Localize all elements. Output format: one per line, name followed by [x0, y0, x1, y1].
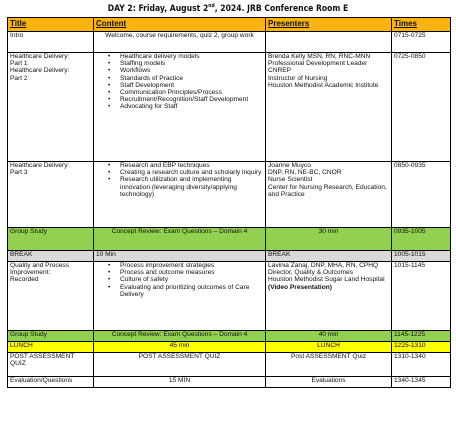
- eval-presenter: Evaluations: [266, 377, 392, 388]
- group1-presenter: 30 min: [266, 228, 392, 251]
- group1-content: Concept Review: Exam Questions – Domain 4: [94, 228, 266, 251]
- break-title: BREAK: [8, 251, 94, 262]
- list-item: • Evaluating and prioritizing outcomes of Care Delivery: [120, 284, 263, 298]
- column-header-times: Times: [392, 18, 451, 32]
- table-row-delivery-3: [8, 162, 451, 228]
- page-title: DAY 2: Friday, August 2nd, 2024. JRB Conference Room E: [107, 3, 349, 14]
- intro-time: 0715-0725: [392, 32, 451, 53]
- list-item: • Staffing models: [120, 60, 263, 67]
- column-header-presenters: Presenters: [266, 18, 392, 32]
- table-row-evaluation: [8, 377, 451, 388]
- list-item: • Advocating for Staff: [120, 103, 263, 110]
- delivery12-time: 0725-0850: [392, 53, 451, 162]
- delivery3-title: Healthcare Delivery: Part 3: [8, 162, 94, 228]
- list-item: • Creating a research culture and scholarly inquiry: [120, 169, 263, 176]
- post-time: 1310-1340: [392, 353, 451, 377]
- column-header-title: Title: [8, 18, 94, 32]
- lunch-title: LUNCH: [8, 342, 94, 353]
- list-item: • Process improvement strategies: [120, 262, 263, 269]
- break-time: 1005-1015: [392, 251, 451, 262]
- list-item: • Workflows: [120, 67, 263, 74]
- group2-title: Group Study: [8, 331, 94, 342]
- agenda-table: [7, 17, 451, 388]
- table-row-lunch: [8, 342, 451, 353]
- break-presenter: BREAK: [266, 251, 392, 262]
- lunch-presenter: LUNCH: [266, 342, 392, 353]
- group1-title: Group Study: [8, 228, 94, 251]
- list-item: • Communication Principles/Process: [120, 89, 263, 96]
- list-item: • Recruitment/Recognition/Staff Development: [120, 96, 263, 103]
- delivery12-title: Healthcare Delivery: Part 1 Healthcare Delivery: Part 2: [8, 53, 94, 162]
- eval-title: Evaluation/Questions: [8, 377, 94, 388]
- delivery3-presenter: Joanne Muyco DNP, RN, NE-BC, CNOR Nurse Scientist Center for Nursing Research, Education, and Practice: [266, 162, 392, 228]
- eval-time: 1340-1345: [392, 377, 451, 388]
- table-row-group-study-2: [8, 331, 451, 342]
- quality-content: [94, 262, 266, 331]
- lunch-time: 1225-1310: [392, 342, 451, 353]
- table-row-break: [8, 251, 451, 262]
- lunch-content: 45 min: [94, 342, 266, 353]
- delivery3-time: 0850-0935: [392, 162, 451, 228]
- intro-presenter: [266, 32, 392, 53]
- table-row-post-assessment: [8, 353, 451, 377]
- eval-content: 15 MIN: [94, 377, 266, 388]
- quality-time: 1015-1145: [392, 262, 451, 331]
- post-content: POST ASSESSMENT QUIZ: [94, 353, 266, 377]
- group2-content: Concept Review: Exam Questions – Domain 4: [94, 331, 266, 342]
- delivery12-content: [94, 53, 266, 162]
- table-row-quality: [8, 262, 451, 331]
- break-content: 10 Min: [94, 251, 266, 262]
- delivery12-presenter: Brenda Kelly MSN, RN, RNC-MNN Professional Development Leader CNREP Instructor of Nursing Houston Methodist Academic Institute: [266, 53, 392, 162]
- list-item: • Culture of safety: [120, 276, 263, 283]
- post-presenter: Post ASSESSMENT Quiz: [266, 353, 392, 377]
- group1-time: 0935-1005: [392, 228, 451, 251]
- table-row-delivery-1-2: [8, 53, 451, 162]
- list-item: • Research utilization and implementing innovation (leveraging diversity/applying technology): [120, 176, 263, 198]
- group2-presenter: 40 min: [266, 331, 392, 342]
- intro-title: Intro: [8, 32, 94, 53]
- list-item: • Healthcare delivery models: [120, 53, 263, 60]
- list-item: • Research and EBP techniques: [120, 162, 263, 169]
- table-row-intro: [8, 32, 451, 53]
- table-header-row: [8, 18, 451, 32]
- column-header-content: Content: [94, 18, 266, 32]
- table-row-group-study-1: [8, 228, 451, 251]
- list-item: • Staff Development: [120, 82, 263, 89]
- intro-content: Welcome, course requirements, quiz 2, group work: [94, 32, 266, 53]
- delivery3-content: [94, 162, 266, 228]
- quality-presenter: Lavinia Zanaj, DNP, MHA, RN, CPHQ Director, Quality & Outcomes Houston Methodist Sugar Land Hospital (Video Presentation): [266, 262, 392, 331]
- list-item: • Process and outcome measures: [120, 269, 263, 276]
- quality-title: Quality and Process Improvement: Recorded: [8, 262, 94, 331]
- group2-time: 1145-1225: [392, 331, 451, 342]
- list-item: • Standards of Practice: [120, 75, 263, 82]
- post-title: POST ASSESSMENT QUIZ: [8, 353, 94, 377]
